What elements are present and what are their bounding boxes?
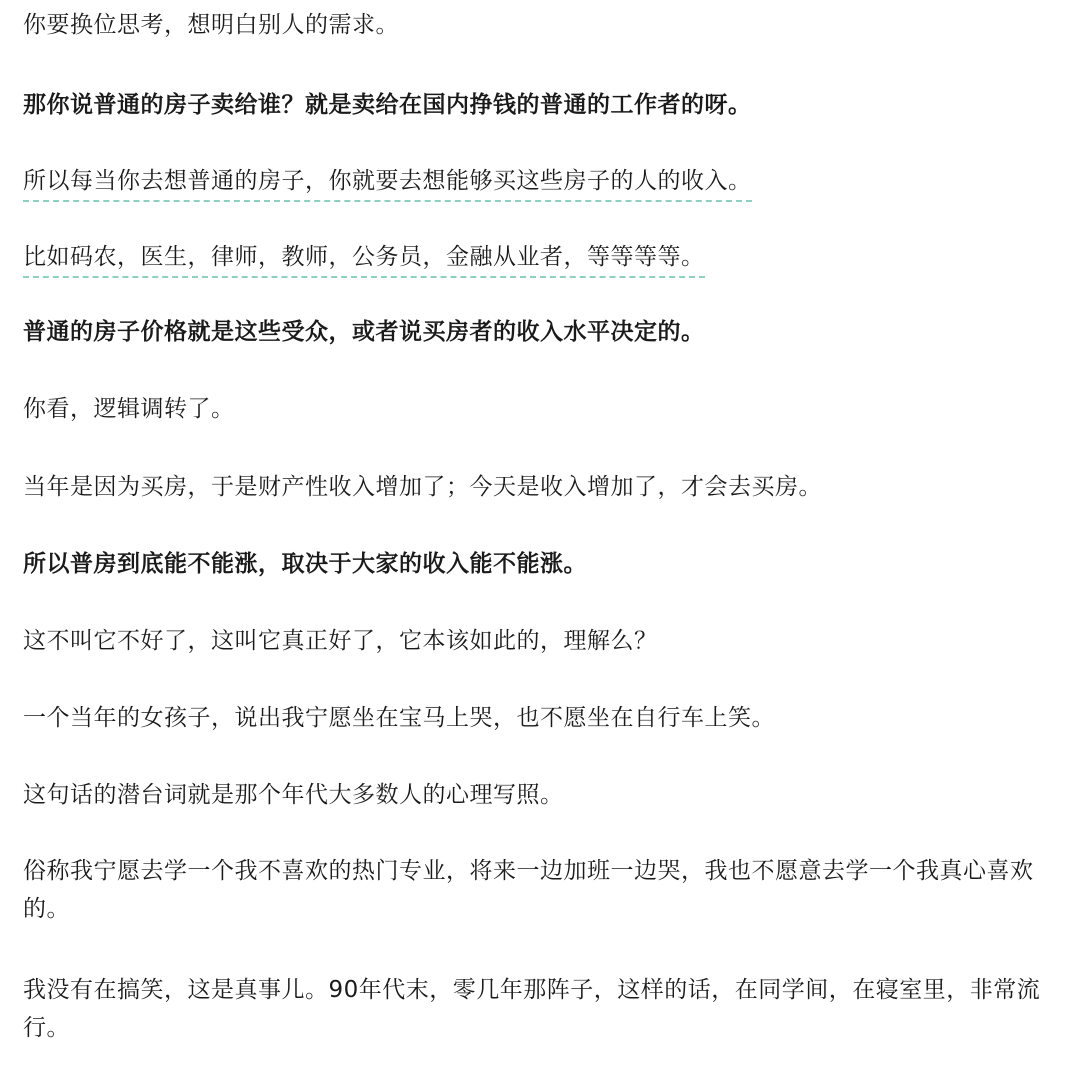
- paragraph-6: 你看，逻辑调转了。: [23, 396, 235, 422]
- paragraph-8-bold: 所以普房到底能不能涨，取决于大家的收入能不能涨。: [23, 551, 587, 577]
- paragraph-5-bold: 普通的房子价格就是这些受众，或者说买房者的收入水平决定的。: [23, 319, 705, 345]
- paragraph-10: 一个当年的女孩子，说出我宁愿坐在宝马上哭，也不愿坐在自行车上笑。: [23, 705, 775, 731]
- paragraph-12: 俗称我宁愿去学一个我不喜欢的热门专业，将来一边加班一边哭，我也不愿意去学一个我真心喜欢的。: [23, 858, 1034, 922]
- paragraph-3-highlighted[interactable]: [23, 162, 752, 202]
- paragraph-11: 这句话的潜台词就是那个年代大多数人的心理写照。: [23, 782, 564, 808]
- paragraph-13: 我没有在搞笑，这是真事儿。90年代末，零几年那阵子，这样的话，在同学间，在寝室里，非常流行。: [23, 977, 1041, 1041]
- paragraph-1: 你要换位思考，想明白别人的需求。: [23, 12, 399, 38]
- paragraph-7: 当年是因为买房，于是财产性收入增加了；今天是收入增加了，才会去买房。: [23, 474, 822, 500]
- paragraph-9: 这不叫它不好了，这叫它真正好了，它本该如此的，理解么？: [23, 628, 658, 654]
- paragraph-2-bold: 那你说普通的房子卖给谁？就是卖给在国内挣钱的普通的工作者的呀。: [23, 92, 752, 118]
- annotation-highlight[interactable]: 比如码农，医生，律师，教师，公务员，金融从业者，等等等等。: [23, 241, 705, 278]
- paragraph-4-highlighted[interactable]: [23, 238, 705, 278]
- annotation-highlight[interactable]: 所以每当你去想普通的房子，你就要去想能够买这些房子的人的收入。: [23, 165, 752, 202]
